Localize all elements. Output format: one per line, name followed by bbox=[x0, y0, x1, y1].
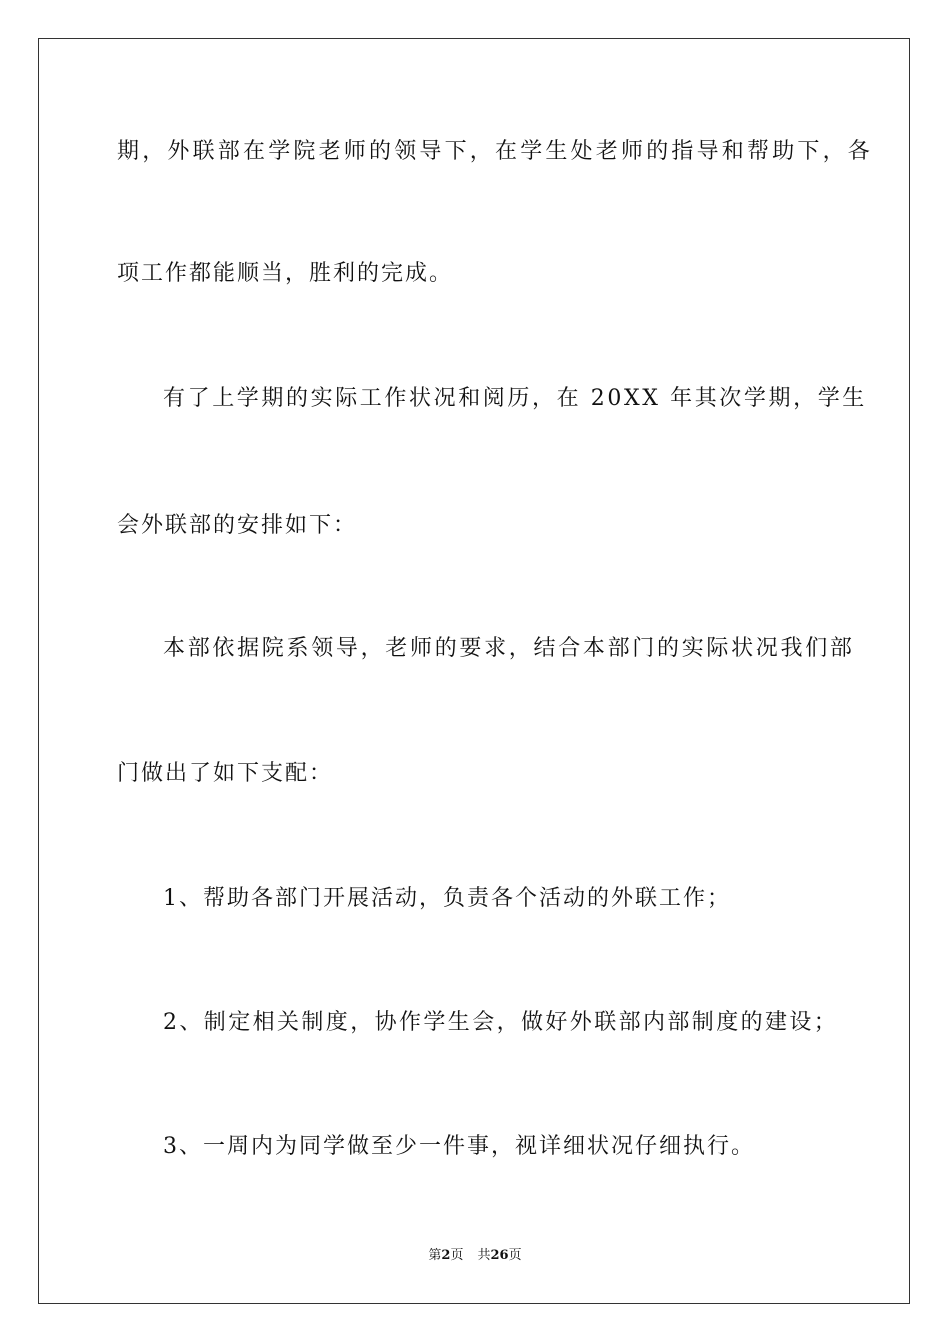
paragraph-line: 会外联部的安排如下： bbox=[117, 513, 358, 538]
list-item: 1、帮助各部门开展活动，负责各个活动的外联工作； bbox=[163, 886, 731, 911]
paragraph-line: 期，外联部在学院老师的领导下，在学生处老师的指导和帮助下，各 bbox=[117, 139, 874, 164]
paragraph-line: 门做出了如下支配： bbox=[117, 761, 334, 786]
total-suffix: 页 bbox=[508, 1248, 522, 1263]
paragraph-line: 本部依据院系领导，老师的要求，结合本部门的实际状况我们部 bbox=[163, 636, 855, 661]
page-border bbox=[38, 38, 910, 1304]
page-number: 2 bbox=[441, 1248, 451, 1263]
paragraph-line: 有了上学期的实际工作状况和阅历，在 20XX 年其次学期，学生 bbox=[163, 386, 867, 411]
page-suffix: 页 bbox=[450, 1248, 464, 1263]
page-prefix: 第 bbox=[428, 1248, 442, 1263]
list-item: 2、制定相关制度，协作学生会，做好外联部内部制度的建设； bbox=[163, 1010, 839, 1035]
paragraph-line: 项工作都能顺当，胜利的完成。 bbox=[117, 261, 454, 286]
total-pages: 26 bbox=[490, 1248, 509, 1263]
list-item: 3、一周内为同学做至少一件事，视详细状况仔细执行。 bbox=[163, 1134, 755, 1159]
total-prefix: 共 bbox=[477, 1248, 491, 1263]
page-footer bbox=[0, 1247, 950, 1265]
